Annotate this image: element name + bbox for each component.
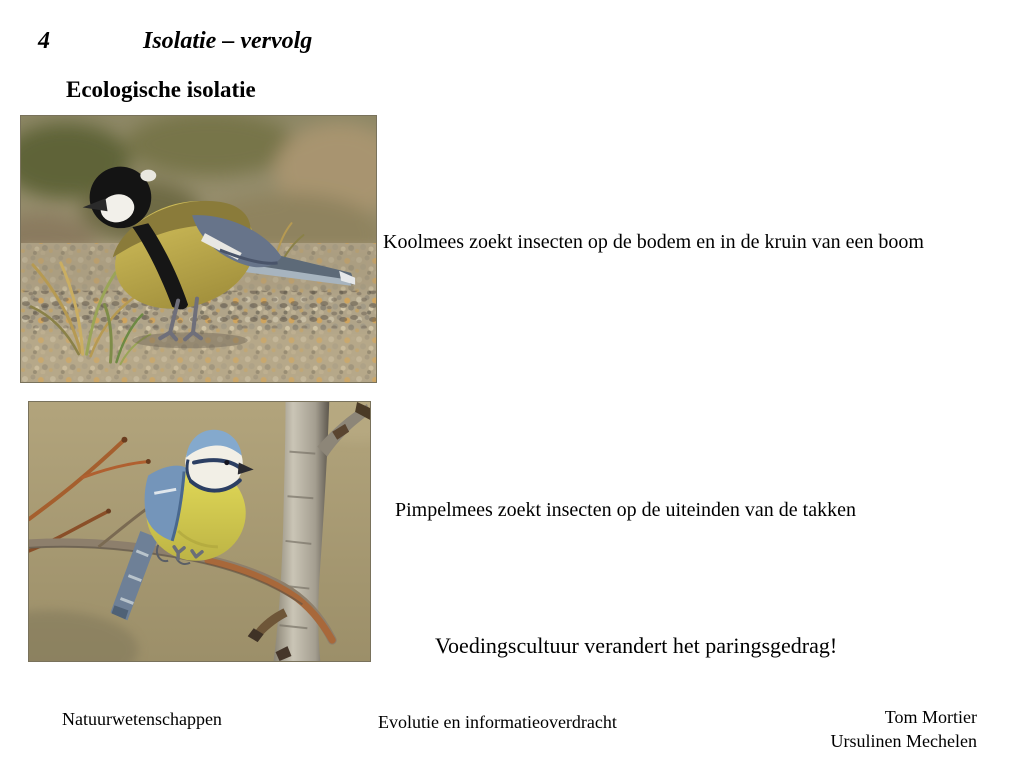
caption-koolmees: Koolmees zoekt insecten op de bodem en in de kruin van een boom xyxy=(383,231,924,253)
great-tit-illustration xyxy=(21,116,376,382)
caption-pimpelmees: Pimpelmees zoekt insecten op de uiteinden van de takken xyxy=(395,499,856,521)
footer-course-name: Natuurwetenschappen xyxy=(62,709,222,729)
footer-chapter-name: Evolutie en informatieoverdracht xyxy=(378,712,617,732)
footer-author-school: Ursulinen Mechelen xyxy=(830,731,977,751)
caption-conclusion: Voedingscultuur verandert het paringsgedrag! xyxy=(435,633,838,658)
slide-subtitle: Ecologische isolatie xyxy=(66,77,256,102)
slide-title: Isolatie – vervolg xyxy=(143,28,313,54)
slide-number: 4 xyxy=(38,28,50,54)
blue-tit-illustration xyxy=(29,402,370,661)
pimpelmees-photo xyxy=(28,401,371,662)
footer-author xyxy=(831,705,977,753)
koolmees-photo xyxy=(20,115,377,383)
footer-author-name: Tom Mortier xyxy=(884,707,977,727)
